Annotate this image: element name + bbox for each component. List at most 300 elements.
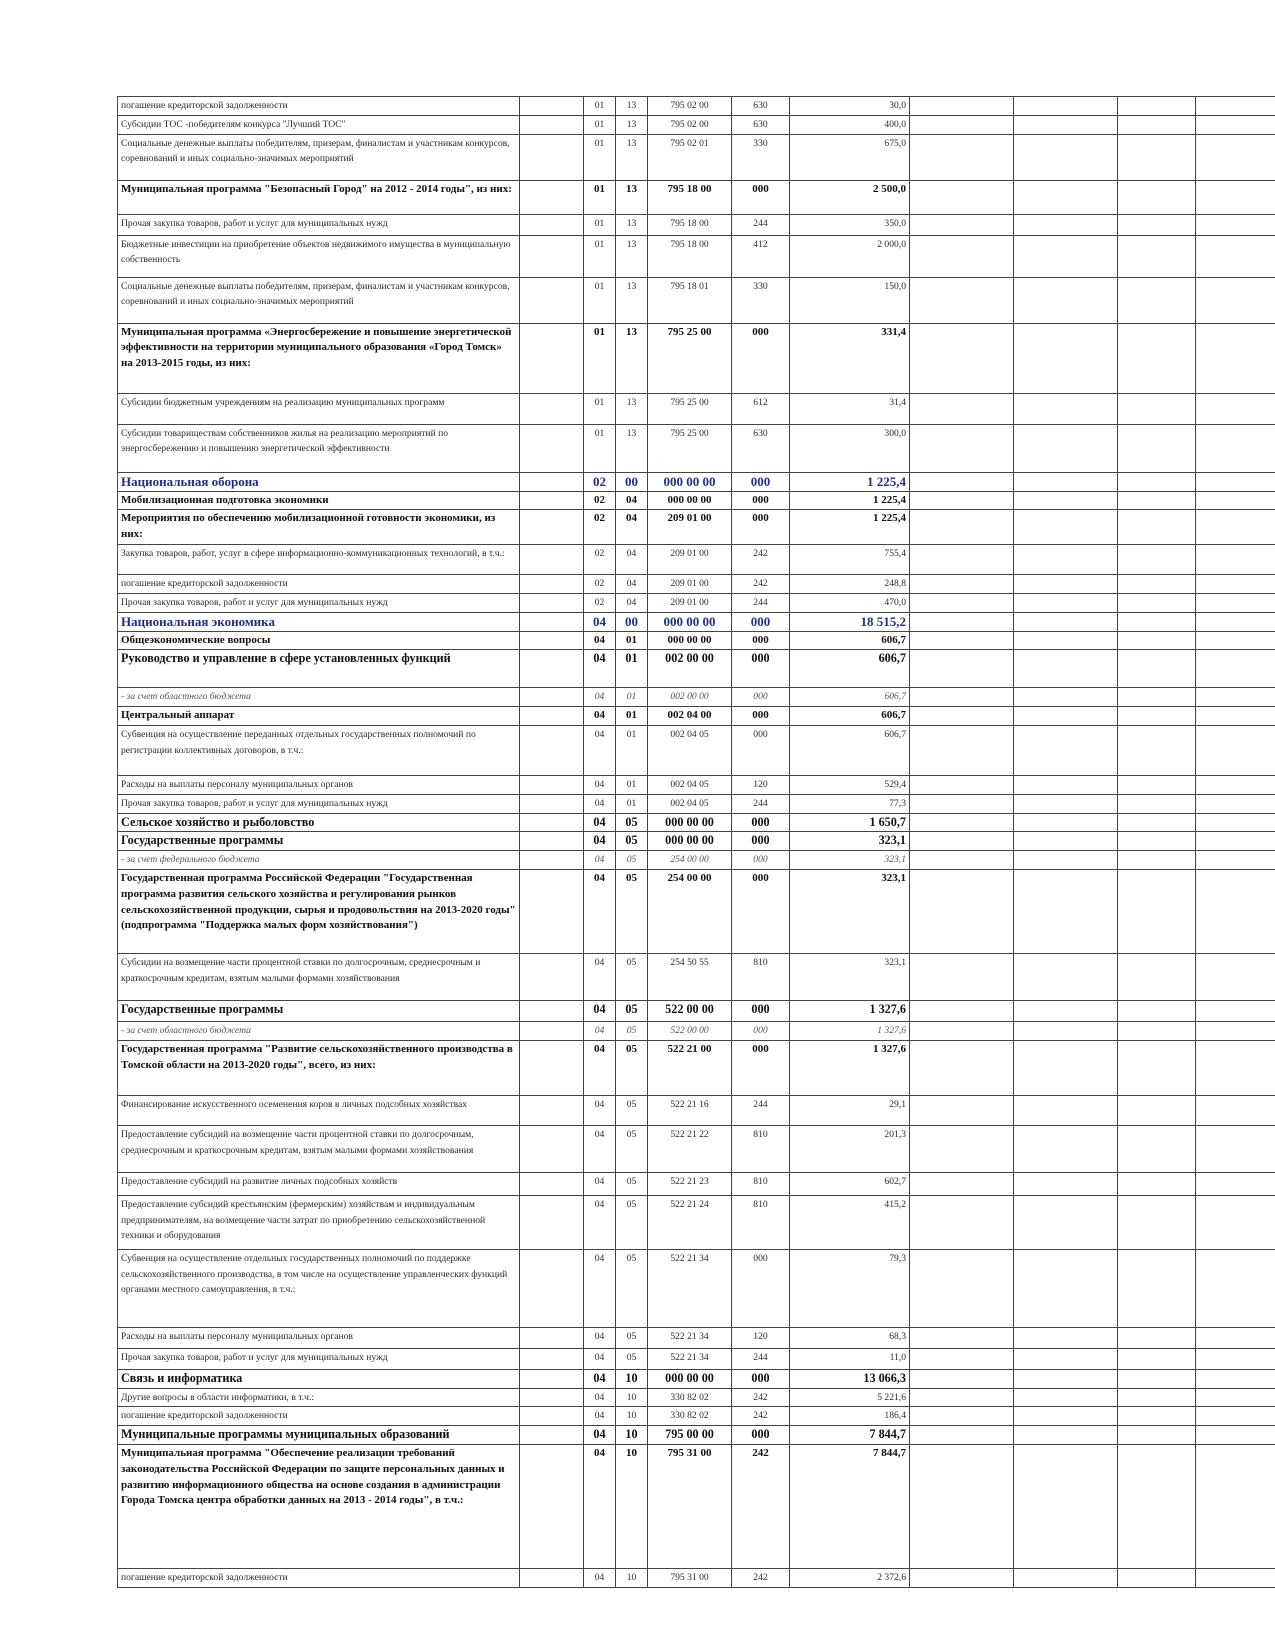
blank-cell [910,1021,1014,1040]
blank-cell [1196,1040,1275,1095]
blank-cell [1014,393,1118,424]
blank-cell [1014,707,1118,726]
subsection-code: 10 [616,1426,648,1445]
blank-cell [520,1125,584,1172]
blank-cell [1196,134,1275,180]
target-article-code: 795 25 00 [648,393,732,424]
blank-cell [910,775,1014,794]
subsection-code: 04 [616,593,648,612]
blank-cell [1196,393,1275,424]
section-code: 01 [584,214,616,235]
section-code: 04 [584,794,616,813]
table-row [118,235,1275,277]
blank-cell [910,235,1014,277]
blank-cell [1196,612,1275,631]
blank-cell [1196,510,1275,545]
amount: 529,4 [790,775,910,794]
target-article-code: 000 00 00 [648,631,732,650]
blank-cell [1196,707,1275,726]
target-article-code: 002 00 00 [648,688,732,707]
blank-cell [520,323,584,393]
table-row [118,214,1275,235]
amount: 300,0 [790,424,910,472]
blank-cell [1196,323,1275,393]
blank-cell [520,688,584,707]
section-code: 04 [584,1172,616,1195]
table-row [118,650,1275,688]
blank-cell [1014,214,1118,235]
blank-cell [1014,1407,1118,1426]
row-name: Государственная программа "Развитие сельскохозяйственного производства в Томской области на 2013-2020 годы", всего, из них: [118,1040,520,1095]
target-article-code: 795 18 00 [648,235,732,277]
blank-cell [1014,1195,1118,1249]
section-code: 04 [584,725,616,775]
blank-cell [1196,1195,1275,1249]
blank-cell [1014,725,1118,775]
blank-cell [520,1172,584,1195]
target-article-code: 522 21 34 [648,1249,732,1327]
blank-cell [910,134,1014,180]
table-row [118,1040,1275,1095]
table-row [118,869,1275,953]
blank-cell [520,1040,584,1095]
blank-cell [1118,688,1196,707]
blank-cell [520,115,584,134]
expense-type-code: 242 [732,1444,790,1568]
blank-cell [1014,97,1118,116]
target-article-code: 209 01 00 [648,510,732,545]
budget-table [117,96,1275,1588]
amount: 331,4 [790,323,910,393]
section-code: 04 [584,1444,616,1568]
blank-cell [520,851,584,870]
blank-cell [1014,832,1118,851]
table-row [118,1388,1275,1407]
amount: 7 844,7 [790,1444,910,1568]
blank-cell [1196,953,1275,1000]
blank-cell [1118,1369,1196,1388]
blank-cell [1118,1327,1196,1348]
table-row [118,115,1275,134]
amount: 1 327,6 [790,1021,910,1040]
blank-cell [1014,593,1118,612]
blank-cell [1118,1444,1196,1568]
table-row [118,1000,1275,1021]
blank-cell [520,97,584,116]
amount: 606,7 [790,631,910,650]
amount: 1 225,4 [790,510,910,545]
table-row [118,1095,1275,1125]
blank-cell [1118,97,1196,116]
blank-cell [1014,650,1118,688]
target-article-code: 795 25 00 [648,424,732,472]
blank-cell [1118,869,1196,953]
subsection-code: 00 [616,612,648,631]
blank-cell [1014,688,1118,707]
row-name: Расходы на выплаты персоналу муниципальных органов [118,775,520,794]
expense-type-code: 000 [732,1369,790,1388]
expense-type-code: 000 [732,472,790,491]
target-article-code: 795 00 00 [648,1426,732,1445]
blank-cell [1014,235,1118,277]
subsection-code: 05 [616,1172,648,1195]
blank-cell [520,1095,584,1125]
row-name: Государственные программы [118,832,520,851]
subsection-code: 05 [616,1125,648,1172]
subsection-code: 04 [616,544,648,574]
blank-cell [1014,472,1118,491]
expense-type-code: 000 [732,650,790,688]
blank-cell [1014,574,1118,593]
expense-type-code: 810 [732,1125,790,1172]
row-name: Муниципальная программа "Обеспечение реализации требований законодательства Российской Федерации по защите персональных данных и развитию информационного общества на основе создания в администрации Города Томска центра обработки данных на 2013 - 2014 годы", в т.ч.: [118,1444,520,1568]
section-code: 04 [584,1125,616,1172]
table-row [118,1327,1275,1348]
blank-cell [1118,1095,1196,1125]
blank-cell [1014,180,1118,214]
blank-cell [910,794,1014,813]
blank-cell [1196,574,1275,593]
blank-cell [1118,1426,1196,1445]
section-code: 01 [584,424,616,472]
blank-cell [1014,1426,1118,1445]
expense-type-code: 244 [732,1348,790,1369]
target-article-code: 522 21 16 [648,1095,732,1125]
blank-cell [1014,1040,1118,1095]
blank-cell [520,393,584,424]
amount: 68,3 [790,1327,910,1348]
blank-cell [1196,115,1275,134]
target-article-code: 002 04 00 [648,707,732,726]
blank-cell [910,707,1014,726]
target-article-code: 522 21 00 [648,1040,732,1095]
target-article-code: 795 18 00 [648,180,732,214]
subsection-code: 05 [616,1021,648,1040]
row-name: Руководство и управление в сфере установленных функций [118,650,520,688]
blank-cell [1196,277,1275,323]
blank-cell [910,612,1014,631]
blank-cell [1196,1369,1275,1388]
amount: 7 844,7 [790,1426,910,1445]
section-code: 04 [584,631,616,650]
expense-type-code: 000 [732,1040,790,1095]
blank-cell [520,593,584,612]
row-name: Субвенция на осуществление переданных отдельных государственных полномочий по регистрации коллективных договоров, в т.ч.: [118,725,520,775]
subsection-code: 05 [616,953,648,1000]
blank-cell [1118,612,1196,631]
subsection-code: 10 [616,1444,648,1568]
blank-cell [1196,424,1275,472]
blank-cell [910,725,1014,775]
blank-cell [1014,1327,1118,1348]
blank-cell [910,869,1014,953]
section-code: 02 [584,593,616,612]
subsection-code: 01 [616,725,648,775]
table-row [118,97,1275,116]
table-row [118,688,1275,707]
blank-cell [1014,323,1118,393]
amount: 30,0 [790,97,910,116]
row-name: погашение кредиторской задолженности [118,1568,520,1587]
section-code: 04 [584,1568,616,1587]
amount: 350,0 [790,214,910,235]
row-name: Муниципальная программа "Безопасный Город" на 2012 - 2014 годы", из них: [118,180,520,214]
row-name: погашение кредиторской задолженности [118,1407,520,1426]
table-row [118,323,1275,393]
blank-cell [520,631,584,650]
blank-cell [910,1195,1014,1249]
target-article-code: 254 00 00 [648,851,732,870]
expense-type-code: 000 [732,612,790,631]
blank-cell [520,1348,584,1369]
amount: 150,0 [790,277,910,323]
row-name: Центральный аппарат [118,707,520,726]
blank-cell [1118,491,1196,510]
blank-cell [1196,1000,1275,1021]
amount: 1 327,6 [790,1000,910,1021]
blank-cell [1118,1000,1196,1021]
row-name: - за счет областного бюджета [118,1021,520,1040]
section-code: 02 [584,510,616,545]
subsection-code: 05 [616,813,648,832]
subsection-code: 10 [616,1388,648,1407]
target-article-code: 000 00 00 [648,1369,732,1388]
amount: 1 650,7 [790,813,910,832]
amount: 248,8 [790,574,910,593]
row-name: Мобилизационная подготовка экономики [118,491,520,510]
expense-type-code: 000 [732,323,790,393]
expense-type-code: 000 [732,725,790,775]
blank-cell [910,1327,1014,1348]
blank-cell [520,869,584,953]
blank-cell [1118,1249,1196,1327]
expense-type-code: 000 [732,851,790,870]
table-row [118,1426,1275,1445]
section-code: 04 [584,1348,616,1369]
amount: 323,1 [790,851,910,870]
blank-cell [1014,1249,1118,1327]
blank-cell [910,323,1014,393]
expense-type-code: 000 [732,1021,790,1040]
section-code: 04 [584,953,616,1000]
section-code: 04 [584,707,616,726]
blank-cell [1014,794,1118,813]
amount: 675,0 [790,134,910,180]
blank-cell [1196,1249,1275,1327]
expense-type-code: 242 [732,1407,790,1426]
subsection-code: 13 [616,134,648,180]
section-code: 04 [584,1407,616,1426]
row-name: Бюджетные инвестиции на приобретение объектов недвижимого имущества в муниципальную собственность [118,235,520,277]
row-name: Национальная экономика [118,612,520,631]
blank-cell [910,1249,1014,1327]
section-code: 01 [584,97,616,116]
subsection-code: 10 [616,1568,648,1587]
row-name: Прочая закупка товаров, работ и услуг для муниципальных нужд [118,214,520,235]
blank-cell [910,1426,1014,1445]
blank-cell [1014,953,1118,1000]
expense-type-code: 612 [732,393,790,424]
amount: 11,0 [790,1348,910,1369]
section-code: 04 [584,1426,616,1445]
target-article-code: 522 21 24 [648,1195,732,1249]
blank-cell [910,510,1014,545]
amount: 1 225,4 [790,491,910,510]
blank-cell [520,180,584,214]
blank-cell [1118,424,1196,472]
amount: 2 000,0 [790,235,910,277]
blank-cell [1118,1407,1196,1426]
subsection-code: 04 [616,510,648,545]
blank-cell [910,491,1014,510]
subsection-code: 13 [616,97,648,116]
subsection-code: 13 [616,235,648,277]
blank-cell [1014,510,1118,545]
row-name: Предоставление субсидий крестьянским (фермерским) хозяйствам и индивидуальным предпринимателям, на возмещение части затрат по приобретению сельскохозяйственной техники и оборудования [118,1195,520,1249]
blank-cell [1118,832,1196,851]
subsection-code: 04 [616,491,648,510]
row-name: Субсидии бюджетным учреждениям на реализацию муниципальных программ [118,393,520,424]
blank-cell [1118,1021,1196,1040]
table-row [118,424,1275,472]
blank-cell [520,1249,584,1327]
row-name: Финансирование искусственного осеменения коров в личных подсобных хозяйствах [118,1095,520,1125]
blank-cell [1014,1021,1118,1040]
subsection-code: 05 [616,832,648,851]
expense-type-code: 000 [732,491,790,510]
target-article-code: 795 25 00 [648,323,732,393]
expense-type-code: 330 [732,134,790,180]
blank-cell [910,1444,1014,1568]
subsection-code: 13 [616,393,648,424]
blank-cell [910,1407,1014,1426]
blank-cell [1196,1444,1275,1568]
subsection-code: 01 [616,707,648,726]
table-row [118,1369,1275,1388]
amount: 323,1 [790,832,910,851]
target-article-code: 522 00 00 [648,1000,732,1021]
blank-cell [910,1125,1014,1172]
expense-type-code: 810 [732,953,790,1000]
blank-cell [1118,1172,1196,1195]
target-article-code: 254 00 00 [648,869,732,953]
subsection-code: 05 [616,1095,648,1125]
row-name: Сельское хозяйство и рыболовство [118,813,520,832]
table-row [118,180,1275,214]
section-code: 04 [584,1095,616,1125]
section-code: 04 [584,1021,616,1040]
subsection-code: 05 [616,1348,648,1369]
blank-cell [1196,1327,1275,1348]
target-article-code: 000 00 00 [648,472,732,491]
expense-type-code: 000 [732,510,790,545]
section-code: 04 [584,1195,616,1249]
expense-type-code: 242 [732,544,790,574]
blank-cell [910,1369,1014,1388]
blank-cell [520,1000,584,1021]
expense-type-code: 242 [732,1388,790,1407]
blank-cell [1118,574,1196,593]
row-name: Другие вопросы в области информатики, в т.ч.: [118,1388,520,1407]
subsection-code: 05 [616,851,648,870]
row-name: - за счет федерального бюджета [118,851,520,870]
expense-type-code: 244 [732,1095,790,1125]
blank-cell [520,794,584,813]
blank-cell [1196,1568,1275,1587]
blank-cell [1118,707,1196,726]
table-row [118,544,1275,574]
expense-type-code: 810 [732,1172,790,1195]
blank-cell [1196,869,1275,953]
target-article-code: 002 04 05 [648,794,732,813]
row-name: Расходы на выплаты персоналу муниципальных органов [118,1327,520,1348]
target-article-code: 000 00 00 [648,813,732,832]
row-name: - за счет областного бюджета [118,688,520,707]
blank-cell [1014,1095,1118,1125]
amount: 201,3 [790,1125,910,1172]
expense-type-code: 242 [732,574,790,593]
blank-cell [1118,1040,1196,1095]
blank-cell [910,1348,1014,1369]
blank-cell [1118,544,1196,574]
section-code: 02 [584,491,616,510]
blank-cell [1118,472,1196,491]
row-name: Мероприятия по обеспечению мобилизационной готовности экономики, из них: [118,510,520,545]
table-row [118,813,1275,832]
table-row [118,851,1275,870]
subsection-code: 05 [616,1195,648,1249]
blank-cell [910,953,1014,1000]
table-row [118,1125,1275,1172]
section-code: 01 [584,235,616,277]
blank-cell [1118,631,1196,650]
blank-cell [1118,235,1196,277]
amount: 602,7 [790,1172,910,1195]
blank-cell [1118,775,1196,794]
blank-cell [1196,631,1275,650]
blank-cell [1196,1407,1275,1426]
row-name: Субвенция на осуществление отдельных государственных полномочий по поддержке сельскохозяйственного производства, в том числе на осуществление управленческих функций органами местного самоуправления, в т.ч.: [118,1249,520,1327]
blank-cell [1118,650,1196,688]
blank-cell [1196,775,1275,794]
target-article-code: 795 02 00 [648,97,732,116]
row-name: Субсидии товариществам собственников жилья на реализацию мероприятий по энергосбережению и повышению энергетической эффективности [118,424,520,472]
target-article-code: 002 04 05 [648,725,732,775]
target-article-code: 522 21 34 [648,1348,732,1369]
table-row [118,491,1275,510]
blank-cell [1196,725,1275,775]
amount: 2 372,6 [790,1568,910,1587]
target-article-code: 209 01 00 [648,544,732,574]
blank-cell [520,544,584,574]
target-article-code: 002 04 05 [648,775,732,794]
section-code: 04 [584,775,616,794]
blank-cell [520,612,584,631]
blank-cell [1196,97,1275,116]
section-code: 02 [584,472,616,491]
blank-cell [1196,472,1275,491]
expense-type-code: 330 [732,277,790,323]
blank-cell [1196,1388,1275,1407]
blank-cell [1014,1125,1118,1172]
blank-cell [1196,813,1275,832]
blank-cell [520,1407,584,1426]
amount: 470,0 [790,593,910,612]
blank-cell [910,631,1014,650]
amount: 323,1 [790,869,910,953]
blank-cell [1196,832,1275,851]
subsection-code: 13 [616,214,648,235]
